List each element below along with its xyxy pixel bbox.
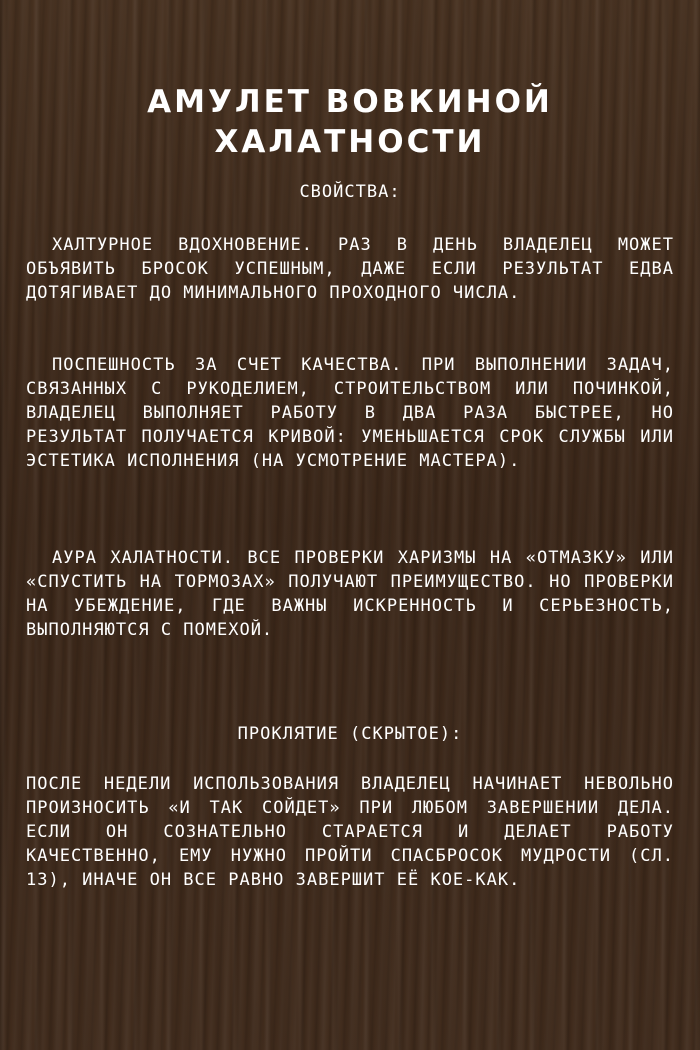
- property-paragraph-2: ПОСПЕШНОСТЬ ЗА СЧЕТ КАЧЕСТВА. ПРИ ВЫПОЛНЕНИИ ЗАДАЧ, СВЯЗАННЫХ С РУКОДЕЛИЕМ, СТРОИТЕЛЬСТВОМ ИЛИ ПОЧИНКОЙ, ВЛАДЕЛЕЦ ВЫПОЛНЯЕТ РАБОТУ В ДВА РАЗА БЫСТРЕЕ, НО РЕЗУЛЬТАТ ПОЛУЧАЕТСЯ КРИВОЙ: УМЕНЬШАЕТСЯ СРОК СЛУЖБЫ ИЛИ ЭСТЕТИКА ИСПОЛНЕНИЯ (НА УСМОТРЕНИЕ МАСТЕРА).: [26, 355, 674, 471]
- property-paragraph-1: ХАЛТУРНОЕ ВДОХНОВЕНИЕ. РАЗ В ДЕНЬ ВЛАДЕЛЕЦ МОЖЕТ ОБЪЯВИТЬ БРОСОК УСПЕШНЫМ, ДАЖЕ ЕСЛИ РЕЗУЛЬТАТ ЕДВА ДОТЯГИВАЕТ ДО МИНИМАЛЬНОГО ПРОХОДНОГО ЧИСЛА.: [26, 235, 674, 303]
- curse-paragraph: ПОСЛЕ НЕДЕЛИ ИСПОЛЬЗОВАНИЯ ВЛАДЕЛЕЦ НАЧИНАЕТ НЕВОЛЬНО ПРОИЗНОСИТЬ «И ТАК СОЙДЕТ» ПРИ ЛЮБОМ ЗАВЕРШЕНИИ ДЕЛА. ЕСЛИ ОН СОЗНАТЕЛЬНО СТАРАЕТСЯ И ДЕЛАЕТ РАБОТУ КАЧЕСТВЕННО, ЕМУ НУЖНО ПРОЙТИ СПАСБРОСОК МУДРОСТИ (СЛ. 13), ИНАЧЕ ОН ВСЕ РАВНО ЗАВЕРШИТ ЕЁ КОЕ-КАК.: [26, 774, 674, 890]
- properties-heading: СВОЙСТВА:: [299, 182, 401, 202]
- item-title: АМУЛЕТ ВОВКИНОЙ ХАЛАТНОСТИ: [147, 84, 553, 160]
- property-paragraph-3: АУРА ХАЛАТНОСТИ. ВСЕ ПРОВЕРКИ ХАРИЗМЫ НА «ОТМАЗКУ» ИЛИ «СПУСТИТЬ НА ТОРМОЗАХ» ПОЛУЧАЮТ ПРЕИМУЩЕСТВО. НО ПРОВЕРКИ НА УБЕЖДЕНИЕ, ГДЕ ВАЖНЫ ИСКРЕННОСТЬ И СЕРЬЕЗНОСТЬ, ВЫПОЛНЯЮТСЯ С ПОМЕХОЙ.: [26, 548, 674, 640]
- curse-heading: ПРОКЛЯТИЕ (СКРЫТОЕ):: [237, 724, 463, 744]
